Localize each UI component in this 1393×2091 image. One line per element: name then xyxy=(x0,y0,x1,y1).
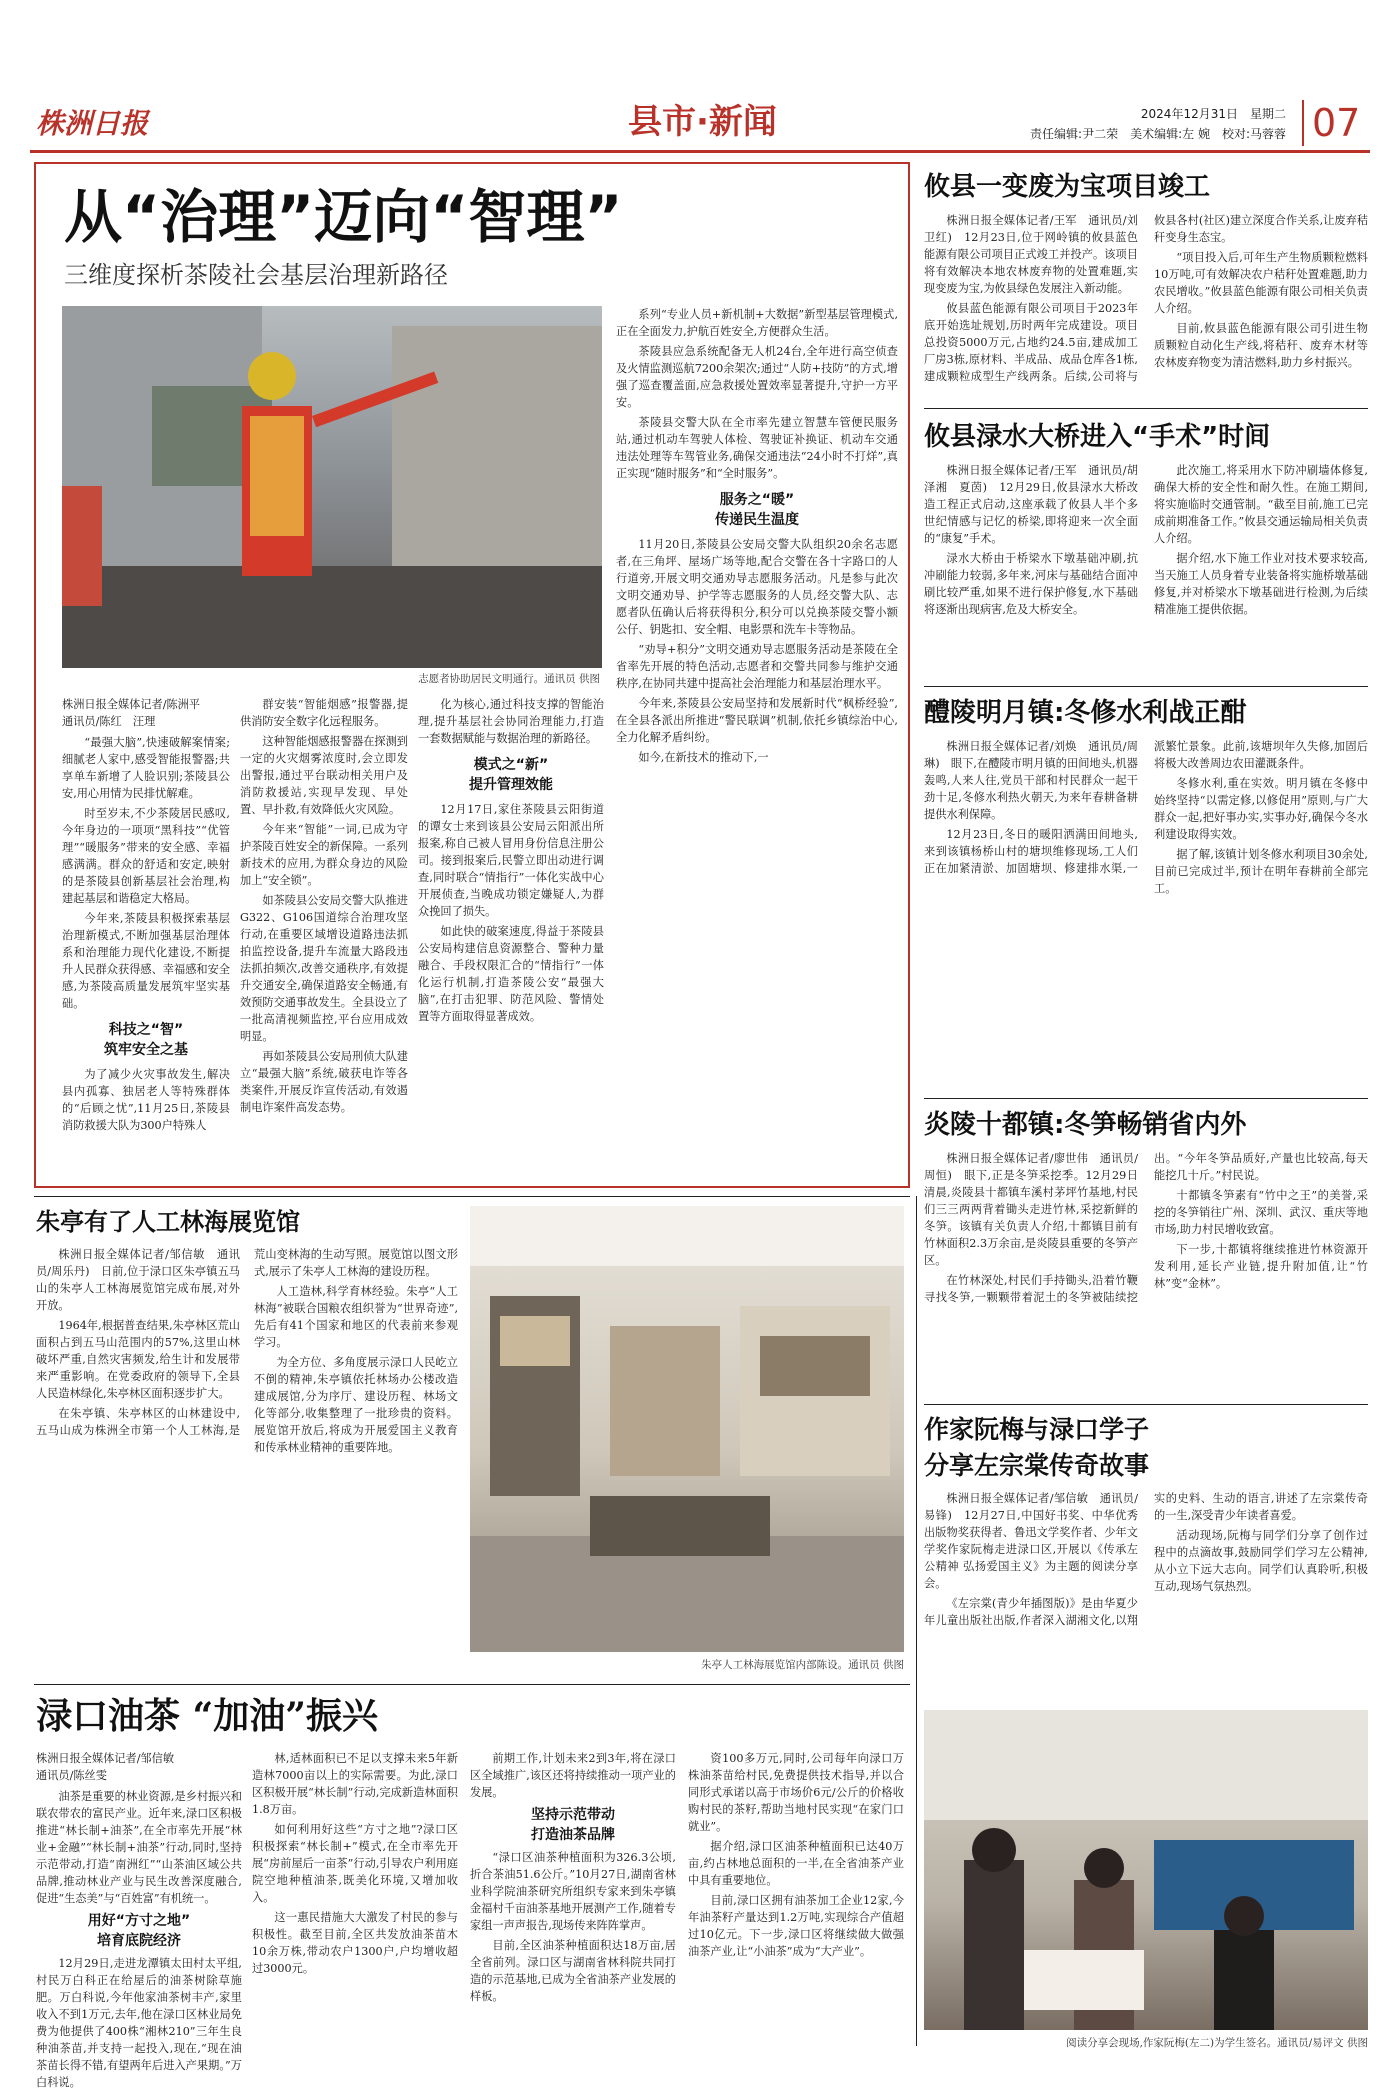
right1-title: 攸县一变废为宝项目竣工 xyxy=(924,172,1211,202)
left-mid-p: 为全方位、多角度展示渌口人民屹立不倒的精神,朱亭镇依托林场办公楼改造建成展馆,分为序厅、建设历程、林场文化等部分,收集整理了一批珍贵的资料。展览馆开放后,将成为开展爱国主义教育和传承林业精神的重要阵地。 xyxy=(254,1356,458,1454)
left-bot-col4-p: 据介绍,渌口区油茶种植面积已达40万亩,约占林地总面积的一半,在全省油茶产业中具有重要地位。 xyxy=(688,1840,904,1887)
column-divider xyxy=(916,1196,917,2046)
lead-col4-p: 如今,在新技术的推动下,一 xyxy=(638,751,769,764)
lead-col4 xyxy=(616,306,898,1182)
editor-credits: 责任编辑:尹二荣 美术编辑:左 婉 校对:马蓉蓉 xyxy=(1030,127,1286,141)
right3-p: 12月23日,冬日的暖阳洒满田间地头,来到该镇杨桥山村的塘坝维修现场,工人们正在加紧清淤、加固塘坝、修建排水渠,一派繁忙景象。此前,该塘坝年久失修,加固后将极大改善周边农田灌溉条件。 xyxy=(924,740,1368,875)
right5-p: 活动现场,阮梅与同学们分享了创作过程中的点滴故事,鼓励同学们学习左公精神,从小立下远大志向。同学们认真聆听,积极互动,现场气氛热烈。 xyxy=(1154,1529,1368,1593)
issue-date: 2024年12月31日 星期二 xyxy=(1140,107,1286,121)
right4-body xyxy=(924,1150,1368,1396)
lead-col3-p: 如此快的破案速度,得益于茶陵县公安局构建信息资源整合、警种力量融合、手段权限汇合的“情指行”一体化运行机制,打造茶陵公安“最强大脑”,在打击犯罪、防范风险、警情处置等方面取得显著成效。 xyxy=(418,925,604,1023)
right5-body xyxy=(924,1490,1368,1698)
lead-subhead-2: 模式之“新” 提升管理效能 xyxy=(469,757,553,793)
lead-col3 xyxy=(418,696,604,1182)
lead-photo-art xyxy=(62,306,602,668)
lead-col2-p: 群安装“智能烟感”报警器,提供消防安全数字化远程服务。 xyxy=(240,698,408,728)
right4-title: 炎陵十都镇:冬笋畅销省内外 xyxy=(924,1110,1247,1140)
left-mid-p: 1964年,根据普查结果,朱亭林区荒山面积占到五马山范围内的57%,这里山林破坏严重,自然灾害频发,给生计和发展带来严重影响。在党委政府的领导下,全县人民造林绿化,朱亭林区面积逐步扩大。 xyxy=(36,1319,240,1400)
left-bot-col3-p: 目前,全区油茶种植面积达18万亩,居全省前列。渌口区与湖南省林科院共同打造的示范基地,已成为全省油茶产业发展的样板。 xyxy=(470,1939,676,2003)
lead-byline: 株洲日报全媒体记者/陈洲平 通讯员/陈红 汪理 xyxy=(62,698,201,728)
right3-title: 醴陵明月镇:冬修水利战正酣 xyxy=(924,698,1247,728)
left-bot-col1 xyxy=(36,1750,242,2089)
left-bot-title: 渌口油茶 “加油”振兴 xyxy=(36,1695,378,1737)
lead-col1-p: 今年来,茶陵县积极探索基层治理新模式,不断加强基层治理体系和治理能力现代化建设,不断提升人民群众获得感、幸福感和安全感,为茶陵高质量发展筑牢坚实基础。 xyxy=(62,912,230,1010)
left-bot-col3 xyxy=(470,1750,676,2050)
right5-photo-art xyxy=(924,1710,1368,2030)
left-mid-photo-caption: 朱亭人工林海展览馆内部陈设。通讯员 供图 xyxy=(701,1659,904,1671)
page-divider xyxy=(1302,100,1304,146)
lead-title: 从“治理”迈向“智理” xyxy=(64,183,623,251)
right-divider xyxy=(924,1404,1368,1405)
left-bot-col2 xyxy=(252,1750,458,2050)
right2-body xyxy=(924,462,1368,676)
lead-col2-p: 如茶陵县公安局交警大队推进G322、G106国道综合治理攻坚行动,在重要区域增设道路违法抓拍监控设备,提升车流量大路段违法抓拍频次,改善交通秩序,有效提升交通安全,确保道路安全畅通,有效预防交通事故发生。全县设立了一批高清视频监控,平台应用成效明显。 xyxy=(240,894,408,1043)
right5-photo xyxy=(924,1710,1368,2030)
lead-col1-p: 时至岁末,不少茶陵居民感叹,今年身边的一项项“黑科技”“优管理”“暖服务”带来的安全感、幸福感满满。群众的舒适和安定,映射的是茶陵县创新基层社会治理,构建起基层和谐稳定大格局。 xyxy=(62,807,230,905)
right1-p: 攸县蓝色能源有限公司项目于2023年底开始选址规划,历时两年完成建设。项目总投资5000万元,占地约24.5亩,建成加工厂房3栋,原材料、半成品、成品仓库各1栋,建成颗粒成型生产线两条。后续,公司将与攸县各村(社区)建立深度合作关系,让废弃秸秆变身生态宝。 xyxy=(924,214,1368,383)
lead-col2-p: 再如茶陵县公安局刑侦大队建立“最强大脑”系统,破获电诈等各类案件,开展反诈宣传活动,有效遏制电诈案件高发态势。 xyxy=(240,1050,408,1114)
right2-p: 渌水大桥由于桥梁水下墩基础冲刷,抗冲刷能力较弱,多年来,河床与基础结合面冲刷比较严重,如果不进行保护修复,水下基础将逐渐出现病害,危及大桥安全。 xyxy=(924,552,1138,616)
lead-photo xyxy=(62,306,602,668)
lead-col4-p: 茶陵县交警大队在全市率先建立智慧车管便民服务站,通过机动车驾驶人体检、驾驶证补换证、机动车交通违法处理等车驾管业务,确保交通违法“24小时不打烊”,真正实现“随时服务”和“全时服务”。 xyxy=(616,416,898,480)
left-bot-col1-p: 12月29日,走进龙潭镇太田村太平组,村民万白科正在给屋后的油茶树除草施肥。万白科说,今年他家油茶树丰产,家里收入不到1万元,去年,他在渌口区林业局免费为他提供了400株“湘林210”三年生良种油茶苗,并支持一起投入,现在,“现在油茶苗长得不错,有望两年后进入产果期。”万白科说。 xyxy=(36,1957,242,2089)
page-number: 07 xyxy=(1312,101,1361,145)
right4-p: 下一步,十都镇将继续推进竹林资源开发利用,延长产业链,提升附加值,让“竹林”变“金林”。 xyxy=(1154,1243,1368,1290)
lead-subhead-3: 服务之“暖” 传递民生温度 xyxy=(715,492,799,528)
left-mid-p: 人工造林,科学育林经验。朱亭“人工林海”被联合国粮农组织誉为“世界奇迹”,先后有41个国家和地区的代表前来参观学习。 xyxy=(254,1285,458,1349)
right-divider xyxy=(924,1098,1368,1099)
lead-col1-p: “最强大脑”,快速破解案情案;细腻老人家中,感受智能报警器;共享单车新增了人脸识别;茶陵县公安,用心用情为民排忧解难。 xyxy=(62,736,230,800)
right2-p: 据介绍,水下施工作业对技术要求较高,当天施工人员身着专业装备将实施桥墩基础修复,并对桥梁水下墩基础进行检测,为后续精准施工提供依据。 xyxy=(1154,552,1368,616)
lead-col2-p: 今年来“智能”一词,已成为守护茶陵百姓安全的新保障。一系列新技术的应用,为群众身边的风险加上“安全锁”。 xyxy=(240,823,408,887)
right3-p: 冬修水利,重在实效。明月镇在冬修中始终坚持“以需定修,以修促用”原则,与广大群众一起,把好事办实,实事办好,确保今冬水利建设取得实效。 xyxy=(1154,777,1368,841)
lead-col4-p: 今年来,茶陵县公安局坚持和发展新时代“枫桥经验”,在全县各派出所推进“警民联调”机制,依托乡镇综治中心,全力化解矛盾纠纷。 xyxy=(616,697,898,744)
left-bot-rule xyxy=(34,1684,910,1685)
right-divider xyxy=(924,686,1368,687)
lead-col2-p: 这种智能烟感报警器在探测到一定的火灾烟雾浓度时,会立即发出警报,通过平台联动相关用户及消防救援站,实现早发现、早处置、早扑救,有效降低火灾风险。 xyxy=(240,735,408,816)
left-bot-col3-p: “渌口区油茶种植面积为326.3公顷,折合茶油51.6公斤。”10月27日,湖南省林业科学院油茶研究所组织专家来到朱亭镇金福村千亩油茶基地开展测产工作,随着专家组一声声报告,现场传来阵阵掌声。 xyxy=(470,1851,676,1932)
right5-p: 株洲日报全媒体记者/邹信敏 通讯员/易锋) 12月27日,中国好书奖、中华优秀出版物奖获得者、鲁迅文学奖作者、少年文学奖作家阮梅走进渌口区,开展以《传承左公精神 弘扬爱国主义》为主题的阅读分享会。 xyxy=(924,1492,1138,1590)
right3-p: 株洲日报全媒体记者/刘焕 通讯员/周琳) 眼下,在醴陵市明月镇的田间地头,机器轰鸣,人来人往,党员干部和村民群众一起干劲十足,冬修水利热火朝天,为来年春耕备耕提供水利保障。 xyxy=(924,740,1138,821)
left-mid-p: 株洲日报全媒体记者/邹信敏 通讯员/周乐丹) 日前,位于渌口区朱亭镇五马山的朱亭人工林海展览馆完成布展,对外开放。 xyxy=(36,1248,240,1312)
left-mid-p: 在朱亭镇、朱亭林区的山林建设中,五马山成为株洲全市第一个人工林海,是荒山变林海的生动写照。展览馆以图文形式,展示了朱亭人工林海的建设历程。 xyxy=(36,1248,458,1437)
right4-p: 株洲日报全媒体记者/廖世伟 通讯员/周恒) 眼下,正是冬笋采挖季。12月29日清晨,炎陵县十都镇车溪村茅坪竹基地,村民们三三两两背着锄头走进竹林,采挖新鲜的冬笋。该镇有关负责人介绍,十都镇目前有竹林面积2.3万余亩,是炎陵县重要的冬笋产区。 xyxy=(924,1152,1138,1267)
left-bot-byline: 株洲日报全媒体记者/邹信敏 通讯员/陈丝雯 xyxy=(36,1752,175,1782)
lead-col3-p: 12月17日,家住茶陵县云阳街道的谭女士来到该县公安局云阳派出所报案,称自己被人冒用身份信息注册公司。接到报案后,民警立即出动进行调查,同时联合“情指行”一体化实战中心开展侦查,当晚成功锁定嫌疑人,为群众挽回了损失。 xyxy=(418,803,604,918)
left-mid-photo-art xyxy=(470,1206,904,1652)
lead-col4-p: 11月20日,茶陵县公安局交警大队组织20余名志愿者,在三角坪、屋场广场等地,配合交警在各十字路口的人行道旁,开展文明交通劝导志愿服务活动。凡是参与此次文明交通劝导、护学等志愿服务的人员,经交警大队、志愿者队伍确认后将获得积分,积分可以兑换茶陵交警小额公仔、钥匙扣、安全帽、电影票和洗车卡等物品。 xyxy=(616,538,898,636)
lead-col1 xyxy=(62,696,230,1182)
left-bot-col4-p: 资100多万元,同时,公司每年向渌口万株油茶苗给村民,免费提供技术指导,并以合同形式承诺以高于市场价6元/公斤的价格收购村民的茶籽,帮助当地村民实现“在家门口就业”。 xyxy=(688,1752,904,1833)
lead-col1-p: 为了减少火灾事故发生,解决县内孤寡、独居老人等特殊群体的“后顾之忧”,11月25日,茶陵县消防救援大队为300户特殊人 xyxy=(62,1068,230,1132)
left-mid-title: 朱亭有了人工林海展览馆 xyxy=(36,1208,300,1236)
right5-photo-caption: 阅读分享会现场,作家阮梅(左二)为学生签名。通讯员/易评文 供图 xyxy=(1066,2037,1368,2049)
right3-body xyxy=(924,738,1368,1090)
lead-col3-p: 化为核心,通过科技支撑的智能治理,提升基层社会协同治理能力,打造一套数据赋能与数据治理的新路径。 xyxy=(418,698,604,745)
lead-col4-p: 茶陵县应急系统配备无人机24台,全年进行高空侦查及火情监测巡航7200余架次;通过“人防+技防”的方式,增强了巡查覆盖面,应急救援处置效率显著提升,守护一方平安。 xyxy=(616,345,898,409)
left-bot-col4-p: 目前,渌口区拥有油茶加工企业12家,今年油茶籽产量达到1.2万吨,实现综合产值超过10亿元。下一步,渌口区将继续做大做强油茶产业,让“小油茶”成为“大产业”。 xyxy=(688,1894,904,1958)
masthead-logo: 株洲日报 xyxy=(36,107,149,140)
left-bot-col3-p: 前期工作,计划未来2到3年,将在渌口区全域推广,该区还将持续推动一项产业的发展。 xyxy=(470,1752,676,1799)
left-bot-col2-p: 如何利用好这些“方寸之地”?渌口区积极探索“林长制+”模式,在全市率先开展“房前屋后一亩茶”行动,引导农户利用庭院空地种植油茶,既美化环境,又增加收入。 xyxy=(252,1823,458,1904)
left-bot-subhead-1: 用好“方寸之地” 培育底院经济 xyxy=(87,1913,191,1949)
left-mid-body xyxy=(36,1246,458,1680)
right1-p: 株洲日报全媒体记者/王军 通讯员/刘卫红) 12月23日,位于网岭镇的攸县蓝色能源有限公司项目正式竣工并投产。该项目将有效解决本地农林废弃物的处置难题,实现变废为宝,为攸县绿色发展注入新动能。 xyxy=(924,214,1138,295)
lead-photo-caption: 志愿者协助居民文明通行。通讯员 供图 xyxy=(418,673,600,685)
right1-body xyxy=(924,212,1368,398)
lead-col4-p: 系列“专业人员+新机制+大数据”新型基层管理模式,正在全面发力,护航百姓安全,方便群众生活。 xyxy=(616,308,898,338)
right2-p: 株洲日报全媒体记者/王军 通讯员/胡泽湘 夏茵) 12月29日,攸县渌水大桥改造工程正式启动,这座承载了攸县人半个多世纪情感与记忆的桥梁,即将迎来一次全面的“康复”手术。 xyxy=(924,464,1138,545)
right5-title-1: 作家阮梅与渌口学子 xyxy=(924,1415,1150,1444)
right1-p: 目前,攸县蓝色能源有限公司引进生物质颗粒自动化生产线,将秸秆、废弃木材等农林废弃物变为清洁燃料,助力乡村振兴。 xyxy=(1154,322,1368,369)
right2-title: 攸县渌水大桥进入“手术”时间 xyxy=(924,422,1271,452)
left-mid-photo xyxy=(470,1206,904,1652)
right1-p: “项目投入后,可年生产生物质颗粒燃料10万吨,可有效解决农户秸秆处置难题,助力农民增收。”攸县蓝色能源有限公司相关负责人介绍。 xyxy=(1154,251,1368,315)
right3-p: 据了解,该镇计划冬修水利项目30余处,目前已完成过半,预计在明年春耕前全部完工。 xyxy=(1154,848,1368,895)
right5-p: 《左宗棠(青少年插图版)》是由华夏少年儿童出版社出版,作者深入湖湘文化,以翔实的史料、生动的语言,讲述了左宗棠传奇的一生,深受青少年读者喜爱。 xyxy=(924,1492,1368,1627)
lead-subtitle: 三维度探析茶陵社会基层治理新路径 xyxy=(64,261,448,289)
left-mid-rule xyxy=(34,1196,910,1197)
right4-p: 十都镇冬笋素有“竹中之王”的美誉,采挖的冬笋销往广州、深圳、武汉、重庆等地市场,助力村民增收致富。 xyxy=(1154,1189,1368,1236)
section-title: 县市·新闻 xyxy=(628,102,777,142)
lead-subhead-1: 科技之“智” 筑牢安全之基 xyxy=(104,1022,188,1058)
masthead-rule xyxy=(30,150,1370,153)
left-bot-subhead-2: 坚持示范带动 打造油茶品牌 xyxy=(531,1807,615,1843)
left-bot-col4 xyxy=(688,1750,904,2050)
lead-col4-p: “劝导+积分”文明交通劝导志愿服务活动是茶陵在全省率先开展的特色活动,志愿者和交警共同参与维护交通秩序,在协同共建中提高社会治理能力和基层治理水平。 xyxy=(616,643,898,690)
left-bot-col2-p: 林,适林面积已不足以支撑未来5年新造林7000亩以上的实际需要。为此,渌口区积极开展“林长制”行动,完成新造林面积1.8万亩。 xyxy=(252,1752,458,1816)
left-bot-col2-p: 这一惠民措施大大激发了村民的参与积极性。截至目前,全区共发放油茶苗木10余万株,带动农户1300户,户均增收超过3000元。 xyxy=(252,1911,458,1975)
right2-p: 此次施工,将采用水下防冲刷墙体修复,确保大桥的安全性和耐久性。在施工期间,将实施临时交通管制。“截至目前,施工已完成前期准备工作。”攸县交通运输局相关负责人介绍。 xyxy=(1154,464,1368,545)
right-divider xyxy=(924,408,1368,409)
right5-title-2: 分享左宗棠传奇故事 xyxy=(924,1451,1150,1480)
lead-col2 xyxy=(240,696,408,1182)
right4-p: 在竹林深处,村民们手持锄头,沿着竹鞭寻找冬笋,一颗颗带着泥土的冬笋被陆续挖出。“今年冬笋品质好,产量也比较高,每天能挖几十斤。”村民说。 xyxy=(924,1152,1368,1304)
left-bot-col1-p: 油茶是重要的林业资源,是乡村振兴和联农带农的富民产业。近年来,渌口区积极推进“林长制+油茶”,在全市率先开展“林业+金融”“林长制+油茶”行动,同时,坚持示范带动,打造“南洲红”“山茶油区域公共品牌,推动林业产业与民生改善深度融合,促进“生态美”与“百姓富”有机统一。 xyxy=(36,1790,242,1905)
